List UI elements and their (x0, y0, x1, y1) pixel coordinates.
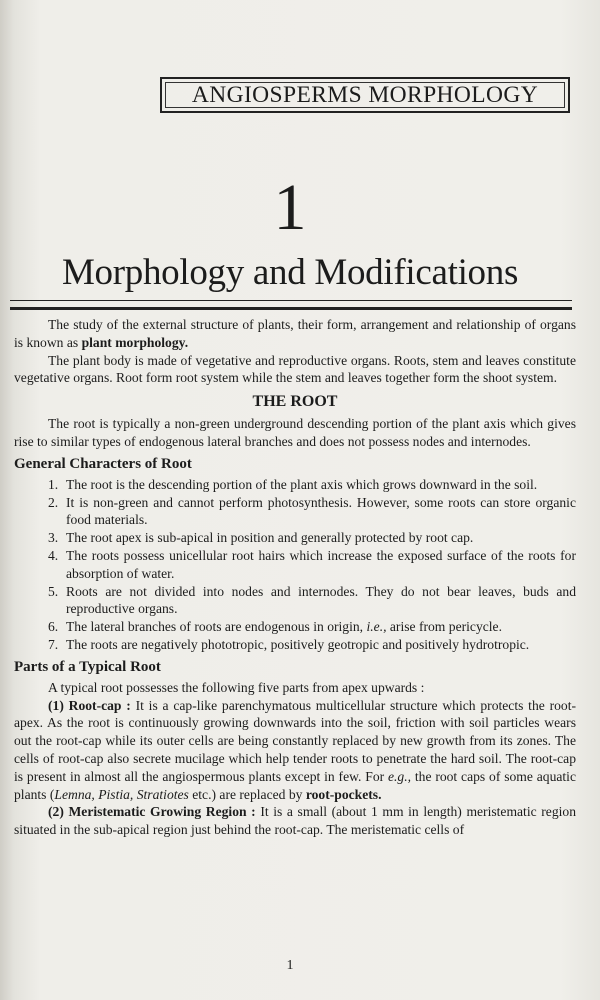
intro-paragraph-2: The plant body is made of vegetative and reproductive organs. Roots, stem and leaves constitute vegetative organs. Root form root system while the stem and leaves together form the shoot system. (14, 352, 576, 386)
page-body (14, 316, 576, 839)
parts-intro: A typical root possesses the following five parts from apex upwards : (48, 679, 425, 695)
eg-italic: e.g., (388, 768, 412, 784)
part-title-box (160, 77, 570, 113)
chapter-title: Morphology and Modifications (61, 252, 519, 293)
list-text-italic: i.e., (366, 619, 387, 635)
root-cap-label: (1) Root-cap : (48, 697, 131, 713)
intro-paragraph-1 (14, 316, 576, 352)
root-pockets-bold: root-pockets. (305, 786, 382, 802)
species-italic: Lemna, Pistia, Stratiotes (54, 786, 189, 802)
root-cap-text: It is a cap-like parenchymatous multicellular structure which protects the root-apex. As the root is continuously growing downwards into the soil, friction with soil particles wears out the root-cap while its outer cells are being constantly replaced by new growth from its zones. The cells of root-cap also secrete mucilage which help tender roots to penetrate the hard soil. The root-cap is present in almost all the angiospermous plants except in few. For (14, 697, 576, 784)
list-number: 7. (48, 636, 59, 652)
intro-bold-term: plant morphology. (81, 334, 189, 350)
part-title: ANGIOSPERMS MORPHOLOGY (191, 82, 539, 108)
intro-text: The study of the external structure of plants, their form, arrangement and relationship of organs is known as (14, 317, 576, 350)
list-number: 4. (48, 547, 59, 563)
root-cap-text: the root caps of some aquatic plants ( (14, 768, 576, 802)
section-heading-root: THE ROOT (252, 393, 338, 411)
list-number: 2. (48, 494, 59, 510)
meristematic-paragraph (14, 803, 576, 839)
subheading-parts: Parts of a Typical Root (14, 658, 161, 675)
list-number: 5. (48, 583, 59, 599)
list-text: Roots are not divided into nodes and internodes. They do not bear leaves, buds and reproductive organs. (66, 583, 576, 617)
list-number: 3. (48, 530, 59, 546)
list-item (14, 494, 576, 530)
list-item (14, 476, 576, 494)
list-text: The root is the descending portion of the plant axis which grows downward in the soil. (66, 476, 538, 492)
list-number: 6. (48, 619, 59, 635)
list-item (14, 636, 576, 654)
root-cap-paragraph (14, 697, 576, 804)
list-text: It is non-green and cannot perform photosynthesis. However, some roots can store organic food materials. (66, 494, 576, 528)
title-rule (10, 300, 572, 310)
list-text: The lateral branches of roots are endogenous in origin, (66, 619, 367, 635)
list-item (14, 547, 576, 583)
page-number: 1 (286, 958, 294, 973)
list-item (14, 529, 576, 547)
list-text: The roots are negatively phototropic, positively geotropic and positively hydrotropic. (66, 636, 530, 652)
meristematic-text: It is a small (about 1 mm in length) meristematic region situated in the sub-apical region just behind the root-cap. The meristematic cells of (14, 804, 576, 838)
list-text: The root apex is sub-apical in position and generally protected by root cap. (66, 530, 474, 546)
subheading-general-characters: General Characters of Root (14, 455, 192, 472)
list-item (14, 618, 576, 636)
chapter-number: 1 (273, 171, 307, 244)
root-cap-text: etc.) are replaced by (188, 786, 306, 802)
characters-list (14, 476, 576, 654)
list-item (14, 583, 576, 619)
list-number: 1. (48, 476, 59, 492)
root-paragraph: The root is typically a non-green underground descending portion of the plant axis which gives rise to similar types of endogenous lateral branches and does not possess nodes and internodes. (14, 416, 576, 449)
list-text: The roots possess unicellular root hairs which increase the exposed surface of the roots for absorption of water. (66, 547, 576, 581)
list-text: arise from pericycle. (386, 619, 502, 635)
meristematic-label: (2) Meristematic Growing Region : (48, 804, 256, 820)
